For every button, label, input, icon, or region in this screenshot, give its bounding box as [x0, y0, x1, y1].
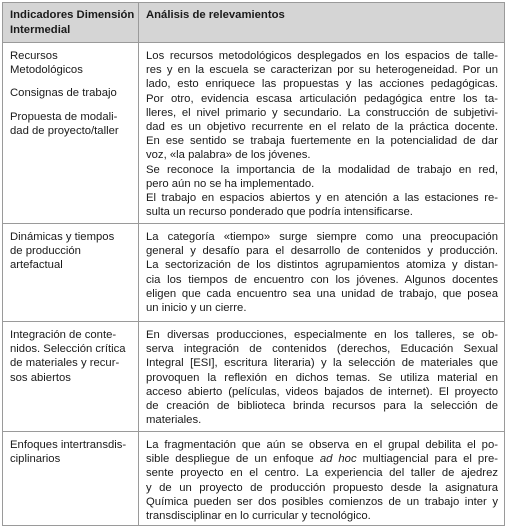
analysis-line: sente proyecto en el centro. La experiencia del taller de ajedrez: [146, 467, 498, 480]
analysis-line: [146, 452, 498, 466]
indicator-line: sos abiertos: [10, 371, 71, 384]
header-cell-indicators: [3, 3, 138, 42]
analysis-cell: [138, 224, 504, 321]
table-row: [3, 223, 504, 321]
analysis-line: provoquen la reflexión en dichos temas. Se utiliza material en: [146, 371, 498, 384]
table-row: [3, 431, 504, 525]
header-cell-analysis: [138, 3, 504, 42]
indicator-cell: [3, 43, 138, 223]
header-analysis-label: Análisis de relevamientos: [146, 9, 285, 21]
indicator-line: nidos. Selección crítica: [10, 343, 126, 356]
table-row: [3, 321, 504, 431]
indicator-line: artefactual: [10, 259, 63, 272]
header-indicators-line: Intermedial: [10, 23, 71, 36]
indicator-line: dad de proyecto/taller: [10, 124, 119, 137]
table-row: [3, 42, 504, 223]
analysis-line: En ese sentido se trabaja fuertemente en la potencialidad de dar: [146, 135, 498, 148]
analysis-line: materiales.: [146, 414, 202, 427]
analysis-line: serva integración de contenidos (derechos, Educación Sexual: [146, 343, 498, 356]
indicator-line: Integración de conte-: [10, 329, 117, 341]
indicator-line: Recursos: [10, 50, 58, 62]
indicator-line: Metodológicos: [10, 64, 83, 77]
analysis-line: y de un proyecto de producción propuesto desde la asignatura: [146, 481, 498, 494]
analysis-line: Los recursos metodológicos desplegados en los espacios de talle-: [146, 50, 498, 62]
analysis-line: de creación de biblioteca brinda recursos para la selección de: [146, 400, 498, 413]
analysis-line: eligen que cada encuentro sea una unidad de trabajo, que posea: [146, 287, 498, 300]
analysis-emphasis: ad hoc: [319, 453, 357, 466]
indicator-line: ciplinarios: [10, 453, 61, 466]
analysis-line: El trabajo en espacios abiertos y en atención a las estaciones re-: [146, 192, 498, 205]
indicator-line: Enfoques intertransdis-: [10, 439, 127, 451]
analysis-line: sulta un recurso ponderado que podría intensificarse.: [146, 206, 413, 219]
analysis-line: dad es un objetivo recurrente en el relato de la práctica docente.: [146, 121, 498, 134]
analysis-line: Química pueden ser dos posibles comienzos de un trabajo inter y: [146, 495, 498, 508]
analysis-text: multiagencial para el pre-: [356, 453, 499, 466]
analysis-line: lado, esto enriquece las propuestas y las acciones pedagógicas.: [146, 78, 498, 91]
analysis-line: transdisciplinar en lo curricular y tecnológico.: [146, 510, 371, 523]
indicator-cell: [3, 432, 138, 525]
analysis-line: La fragmentación que aún se observa en el grupal debilita el po-: [146, 439, 498, 451]
analysis-line: pero aún no se ha implementado.: [146, 177, 315, 190]
analysis-line: Por otro, evidencia escasa articulación pedagógica entre los ta-: [146, 92, 498, 105]
analysis-line: La categoría «tiempo» surge siempre como una preocupación: [146, 231, 498, 243]
indicator-cell: [3, 224, 138, 321]
indicator-cell: [3, 322, 138, 431]
analysis-line: Se reconoce la importancia de la modalidad de trabajo en red,: [146, 163, 498, 176]
analysis-cell: [138, 432, 504, 525]
analysis-line: res y en la escuela se caracterizan por su heterogeneidad. Por un: [146, 64, 498, 77]
analysis-line: La sectorización de los distintos agrupamientos atomiza y distan-: [146, 259, 498, 272]
analysis-line: voz, «la palabra» de los jóvenes.: [146, 149, 311, 162]
analysis-cell: [138, 322, 504, 431]
table-header: [3, 3, 504, 42]
analysis-line: general y desafío para el desarrollo de contenidos y producción.: [146, 245, 498, 258]
analysis-line: un inicio y un cierre.: [146, 302, 247, 315]
analysis-text: sible despliegue de un enfoque: [146, 453, 320, 466]
analysis-line: Integral [ESI], escritura literaria) y la selección de materiales que: [146, 357, 498, 370]
indicator-line: Consignas de trabajo: [10, 87, 117, 100]
analysis-table: [2, 2, 505, 526]
analysis-line: En diversas producciones, especialmente en los talleres, se ob-: [146, 329, 498, 341]
indicator-line: Propuesta de modali-: [10, 110, 118, 123]
analysis-line: cia los tiempos de encuentro con los jóvenes. Algunos docentes: [146, 273, 498, 286]
analysis-line: lleres, el nivel primario y secundario. La construcción de subjetivi-: [146, 106, 498, 119]
analysis-line: acceso abierto (películas, videos bajados de internet). El proyecto: [146, 385, 498, 398]
indicator-line: de materiales y recur-: [10, 357, 120, 370]
indicator-line: de producción: [10, 245, 81, 258]
indicator-line: Dinámicas y tiempos: [10, 231, 115, 243]
analysis-cell: [138, 43, 504, 223]
header-indicators-line: Indicadores Dimensión: [10, 9, 135, 21]
